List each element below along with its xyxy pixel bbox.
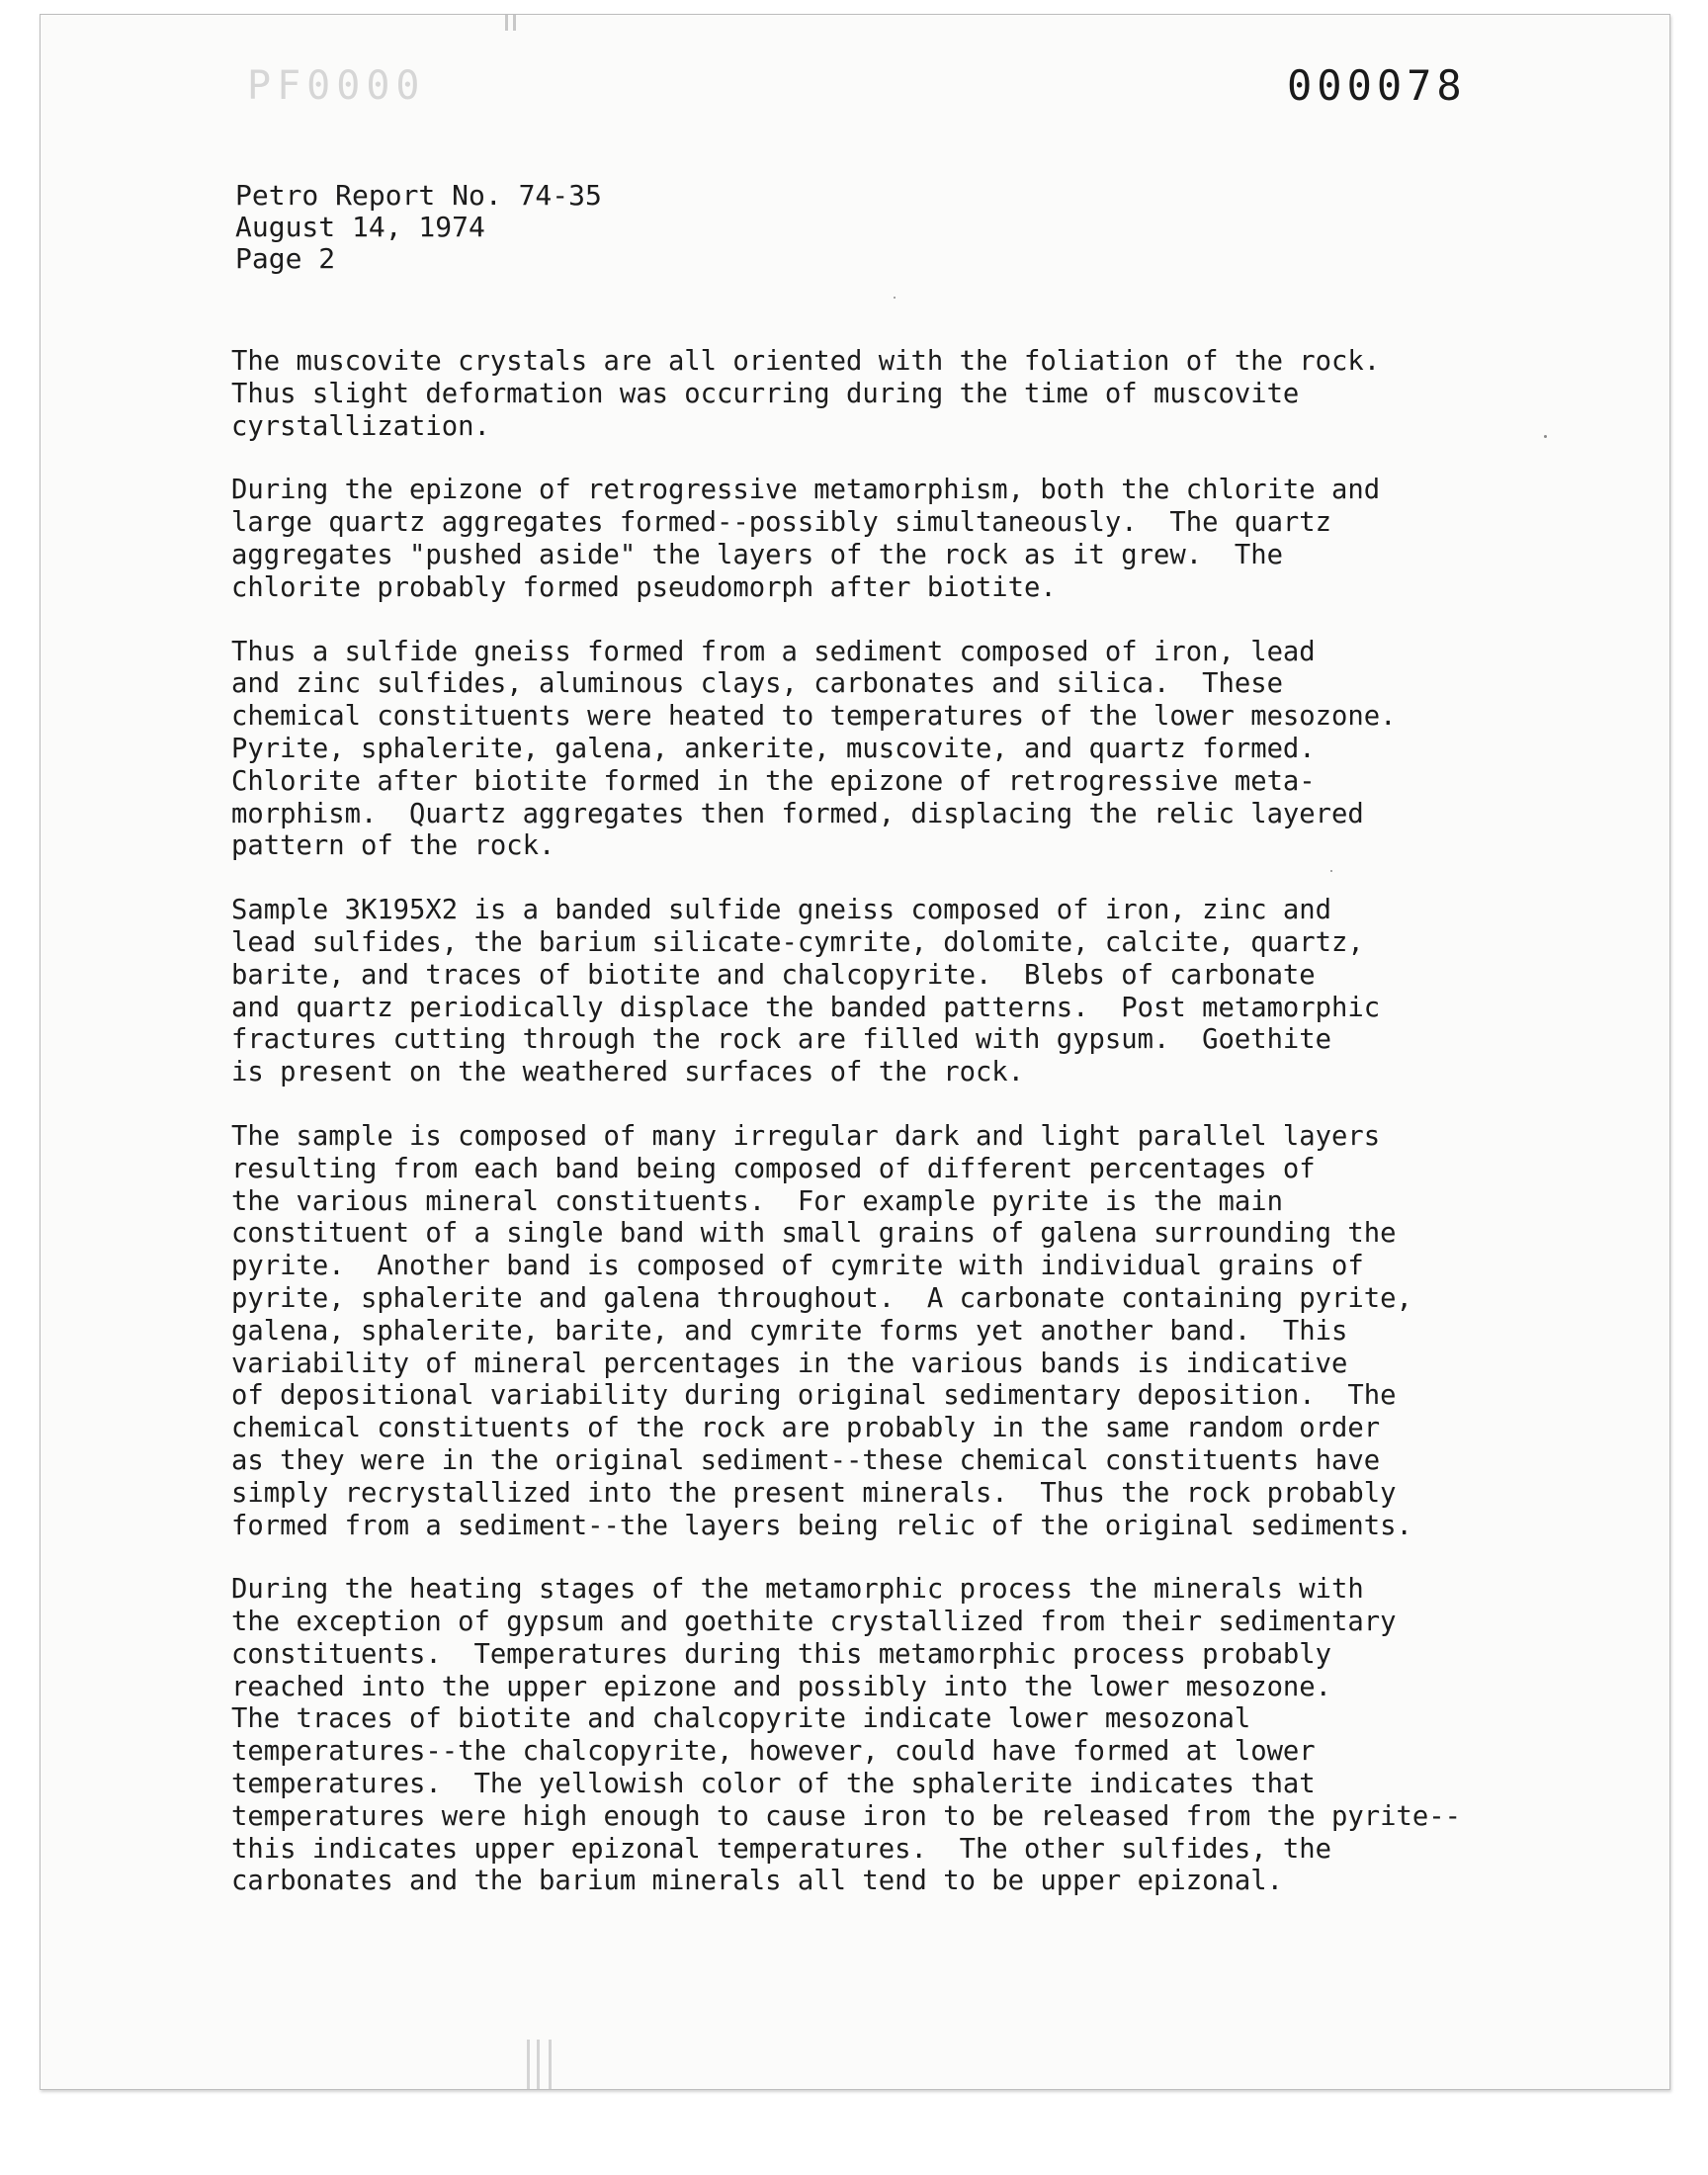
paragraph-line: The sample is composed of many irregular dark and light parallel layers — [231, 1120, 1381, 1152]
paragraph-line: chlorite probably formed pseudomorph after biotite. — [231, 571, 1057, 603]
paragraph-line: During the epizone of retrogressive metamorphism, both the chlorite and — [231, 475, 1381, 506]
paragraph-line: constituent of a single band with small grains of galena surrounding the — [231, 1218, 1397, 1250]
paragraph-line: The traces of biotite and chalcopyrite indicate lower mesozonal — [231, 1703, 1251, 1735]
report-date: August 14, 1974 — [235, 211, 485, 243]
paragraph-line: The muscovite crystals are all oriented with the foliation of the rock. — [231, 346, 1381, 377]
paragraph-line: and zinc sulfides, aluminous clays, carbonates and silica. These — [231, 668, 1283, 700]
paragraph-line: reached into the upper epizone and possibly into the lower mesozone. — [231, 1671, 1332, 1702]
paragraph-line: temperatures were high enough to cause iron to be released from the pyrite-- — [231, 1800, 1461, 1832]
paragraph-line: chemical constituents of the rock are probably in the same random order — [231, 1413, 1381, 1444]
paragraph-line: carbonates and the barium minerals all tend to be upper epizonal. — [231, 1866, 1283, 1897]
paragraph-line: simply recrystallized into the present minerals. Thus the rock probably — [231, 1477, 1397, 1509]
body-paragraph — [231, 475, 1487, 604]
paragraph-line: barite, and traces of biotite and chalcopyrite. Blebs of carbonate — [231, 959, 1316, 991]
paragraph-line: Sample 3K195X2 is a banded sulfide gneiss composed of iron, zinc and — [231, 895, 1332, 926]
paragraph-line: galena, sphalerite, barite, and cymrite forms yet another band. This — [231, 1315, 1348, 1347]
page-number: Page 2 — [235, 242, 336, 275]
paragraph-line: chemical constituents were heated to temperatures of the lower mesozone. — [231, 701, 1397, 733]
paragraph-line: the exception of gypsum and goethite crystallized from their sedimentary — [231, 1607, 1397, 1638]
paragraph-line: pattern of the rock. — [231, 830, 555, 862]
paragraph-line: this indicates upper epizonal temperatures. The other sulfides, the — [231, 1833, 1332, 1865]
paragraph-line: and quartz periodically displace the banded patterns. Post metamorphic — [231, 992, 1381, 1023]
paragraph-line: During the heating stages of the metamorphic process the minerals with — [231, 1574, 1364, 1606]
paragraph-line: pyrite, sphalerite and galena throughout. A carbonate containing pyrite, — [231, 1282, 1412, 1314]
paragraph-line: temperatures. The yellowish color of the sphalerite indicates that — [231, 1769, 1316, 1800]
scan-speck — [1544, 435, 1547, 438]
paragraph-line: as they were in the original sediment--these chemical constituents have — [231, 1444, 1381, 1476]
scan-speck — [894, 297, 896, 299]
scan-artifact — [527, 2040, 530, 2089]
paragraph-line: Chlorite after biotite formed in the epizone of retrogressive meta- — [231, 765, 1316, 797]
paragraph-line: of depositional variability during original sedimentary deposition. The — [231, 1380, 1397, 1412]
report-header — [235, 180, 602, 275]
paragraph-line: morphism. Quartz aggregates then formed, displacing the relic layered — [231, 798, 1364, 829]
paragraph-line: fractures cutting through the rock are filled with gypsum. Goethite — [231, 1024, 1332, 1056]
paragraph-line: lead sulfides, the barium silicate-cymrite, dolomite, calcite, quartz, — [231, 926, 1364, 958]
paragraph-line: pyrite. Another band is composed of cymrite with individual grains of — [231, 1251, 1364, 1282]
scan-artifact — [537, 2040, 540, 2089]
document-id-stamp: 000078 — [1287, 61, 1467, 110]
paragraph-line: Thus a sulfide gneiss formed from a sediment composed of iron, lead — [231, 636, 1316, 667]
paragraph-line: constituents. Temperatures during this metamorphic process probably — [231, 1638, 1332, 1670]
body-paragraph — [231, 1121, 1487, 1542]
scan-artifact — [505, 15, 508, 31]
paragraph-line: Thus slight deformation was occurring during the time of muscovite — [231, 378, 1300, 409]
paragraph-line: large quartz aggregates formed--possibly simultaneously. The quartz — [231, 507, 1332, 539]
body-paragraph — [231, 637, 1487, 864]
paragraph-line: variability of mineral percentages in the various bands is indicative — [231, 1348, 1348, 1379]
body-paragraph — [231, 1574, 1487, 1898]
paragraph-line: cyrstallization. — [231, 410, 490, 442]
paragraph-line: resulting from each band being composed of different percentages of — [231, 1153, 1316, 1184]
body-paragraph — [231, 346, 1487, 443]
scan-artifact — [549, 2040, 552, 2089]
paragraph-line: Pyrite, sphalerite, galena, ankerite, muscovite, and quartz formed. — [231, 733, 1316, 764]
report-body — [231, 346, 1487, 1930]
faint-stamp-number: PF0000 — [247, 63, 426, 109]
paragraph-line: is present on the weathered surfaces of the rock. — [231, 1057, 1025, 1088]
paragraph-line: temperatures--the chalcopyrite, however, could have formed at lower — [231, 1736, 1316, 1768]
scan-artifact — [513, 15, 516, 31]
body-paragraph — [231, 895, 1487, 1089]
paragraph-line: the various mineral constituents. For example pyrite is the main — [231, 1185, 1283, 1217]
paragraph-line: formed from a sediment--the layers being relic of the original sediments. — [231, 1510, 1412, 1541]
report-number: Petro Report No. 74-35 — [235, 179, 602, 212]
paragraph-line: aggregates "pushed aside" the layers of the rock as it grew. The — [231, 539, 1283, 570]
